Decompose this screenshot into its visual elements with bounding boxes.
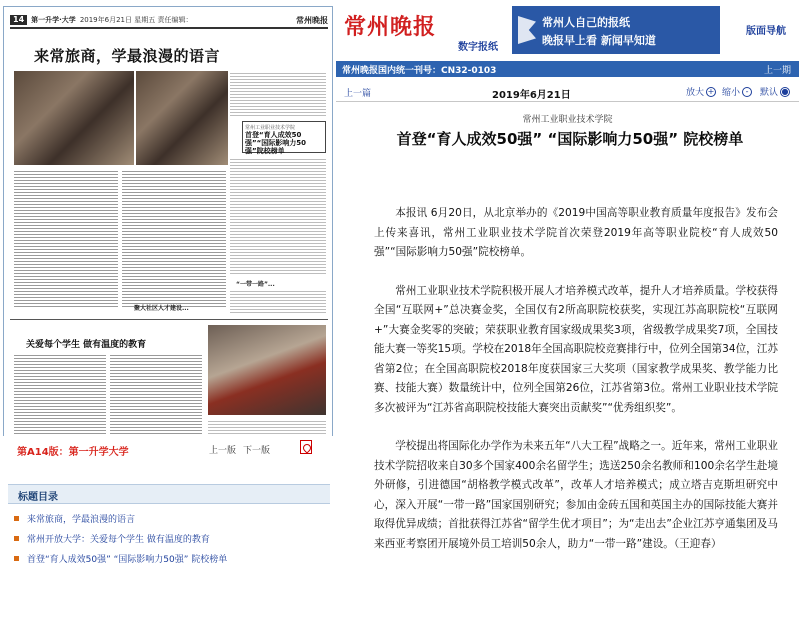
toc-item-label[interactable]: 常州开放大学：关爱每个学生 做有温度的教育 xyxy=(27,534,210,545)
edition-label: 第A14版：第一升学大学 xyxy=(17,447,129,458)
zoom-in-icon: + xyxy=(707,86,715,96)
np-rule xyxy=(10,27,328,29)
np-section: 第一升学·大学 xyxy=(31,16,76,24)
newspaper-page-image[interactable] xyxy=(3,6,333,472)
zoom-out-icon: - xyxy=(742,87,752,97)
toc-item[interactable] xyxy=(8,528,330,548)
article-paragraph: 常州工业职业技术学院积极开展人才培养模式改革，提升人才培养质量。学校获得全国“互联网+”总决赛金奖，全国仅有2所高职院校获奖，实现江苏高职院校“互联网+”大赛金奖零的突破；荣获职业教育国家级成果奖3项，省级教学成果奖7项，全国技能大赛一等奖15项。学校在2018年全国高职院校竞赛排行中，位列全国第34位，江苏省第2位；在全国高职院校2018年度获国家三大奖项（国家教学成果奖、教学能力比赛、技能大赛）数量统计中，位列全国第26位，江苏省第3位。常州工业职业技术学院多次被评为“江苏省高职院校技能大赛突出贡献奖”“优秀组织奖”。 xyxy=(374,284,778,414)
toc-bullet-icon xyxy=(14,556,19,561)
np-text-column xyxy=(110,353,202,441)
np-text-column xyxy=(230,157,326,275)
np-sub-headline[interactable]: 关爱每个学生 做有温度的教育 xyxy=(26,340,147,350)
article-body xyxy=(374,204,778,573)
site-subtitle: 数字报纸 xyxy=(458,42,498,53)
np-text-column xyxy=(230,289,326,315)
np-photo-3[interactable] xyxy=(208,325,326,415)
edition-bar xyxy=(3,436,333,472)
np-header xyxy=(10,15,328,25)
banner-slogan-2: 晚报早上看 新闻早知道 xyxy=(542,34,656,47)
slogan-banner xyxy=(512,6,720,54)
toc-header-title: 标题目录 xyxy=(18,492,58,503)
flag-icon xyxy=(518,16,536,44)
np-box-title: 首登“育人成效50强”“国际影响力50强”院校榜单 xyxy=(245,131,306,155)
article-kicker: 常州工业职业技术学院 xyxy=(522,115,613,125)
default-size-icon: ● xyxy=(781,86,789,96)
issn-text: 常州晚报国内统一刊号：CN32-0103 xyxy=(342,66,497,76)
np-text-column xyxy=(230,71,326,117)
toc-item-label[interactable]: 来常旅商，学最浪漫的语言 xyxy=(27,514,136,525)
toc-item[interactable] xyxy=(8,548,330,568)
np-text-column xyxy=(14,353,106,441)
prev-article-link[interactable]: 上一篇 xyxy=(344,89,372,99)
zoom-out-button[interactable] xyxy=(722,85,752,98)
np-small-head: 聚大社区人才建设... xyxy=(134,305,189,312)
np-small-head: “一带一路”... xyxy=(236,281,275,288)
left-panel xyxy=(0,0,336,633)
banner-slogan-1: 常州人自己的报纸 xyxy=(542,16,630,29)
np-photo-2[interactable] xyxy=(136,71,228,165)
np-photo-1[interactable] xyxy=(14,71,134,165)
prev-page-link[interactable]: 上一版 xyxy=(209,446,237,456)
zoom-in-label: 放大 xyxy=(686,88,705,98)
np-box-label: 常州工业职业技术学院 xyxy=(245,125,296,131)
article-title: 首登“育人成效50强” “国际影响力50强” 院校榜单 xyxy=(396,130,744,148)
zoom-out-label: 缩小 xyxy=(722,88,741,98)
np-text-column xyxy=(14,169,118,309)
toc-bullet-icon xyxy=(14,516,19,521)
site-logo[interactable]: 常州晚报 xyxy=(344,14,437,40)
zoom-in-button[interactable] xyxy=(686,85,716,98)
article-paragraph: 本报讯 6月20日，从北京举办的《2019中国高等职业教育质量年度报告》发布会上传来喜讯，常州工业职业技术学院首次荣登2019年高等职业院校“育人成效50强”“国际影响力50强”院校榜单。 xyxy=(374,207,778,258)
np-text-column xyxy=(122,169,226,309)
toc-bullet-icon xyxy=(14,536,19,541)
np-article-box[interactable] xyxy=(242,121,326,153)
prev-issue-link[interactable]: 上一期 xyxy=(763,66,791,76)
toc-item-label[interactable]: 首登“育人成效50强” “国际影响力50强” 院校榜单 xyxy=(27,554,228,565)
np-page-number: 14 xyxy=(10,15,27,25)
toc-header xyxy=(8,484,330,504)
page-navigation-link[interactable]: 版面导航 xyxy=(746,26,786,37)
np-headline[interactable]: 来常旅商，学最浪漫的语言 xyxy=(34,47,221,65)
toc-item[interactable] xyxy=(8,508,330,528)
default-size-label: 默认 xyxy=(760,88,779,98)
pdf-icon[interactable] xyxy=(300,440,312,454)
np-divider xyxy=(10,319,328,320)
toc-list xyxy=(8,508,330,568)
default-size-button[interactable] xyxy=(760,85,790,98)
article-toolbar xyxy=(336,82,799,102)
masthead xyxy=(336,0,799,60)
np-meta: 2019年6月21日 星期五 责任编辑： xyxy=(79,16,193,24)
next-page-link[interactable]: 下一版 xyxy=(243,446,271,456)
info-bar xyxy=(336,61,799,77)
issue-date: 2019年6月21日 xyxy=(492,90,571,101)
article-paragraph: 学校提出将国际化办学作为未来五年“八大工程”战略之一。近年来，常州工业职业技术学院招收来自30多个国家400余名留学生；选送250余名教师和100余名学生赴境外研修，引进德国“胡格教学模式改革”，改革人才培养模式；成立塔吉克斯坦研究中心，深入开展“一带一路”国家国别研究；参加由金砖五国和英国主办的国际技能大赛并取得优异成绩；首批获得江苏省“留学生优才项目”；为“走出去”企业江苏亨通集团及马来西亚考察团开展境外员工培训50余人，助力“一带一路”建设。（王迎春） xyxy=(374,440,778,550)
np-logo: 常州晚报 xyxy=(296,14,328,25)
